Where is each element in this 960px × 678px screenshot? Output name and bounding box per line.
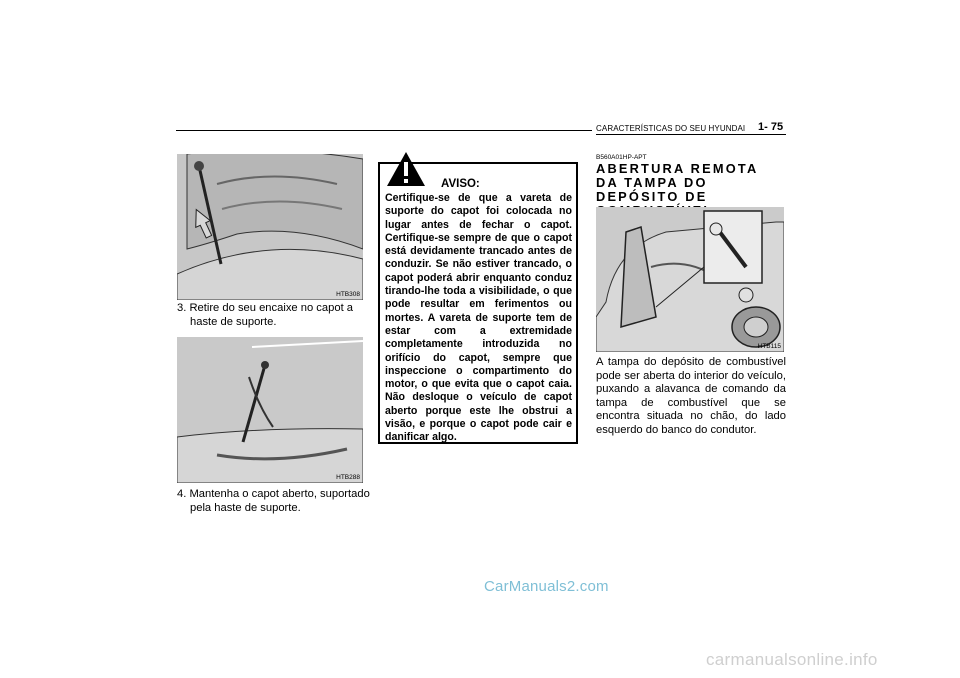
fuel-door-illustration xyxy=(596,207,784,352)
hood-support-illustration xyxy=(177,154,363,300)
warning-triangle-icon xyxy=(386,151,426,187)
header-section-text: CARACTERÍSTICAS DO SEU HYUNDAI xyxy=(596,124,746,133)
figure-hood-held-open xyxy=(177,337,363,483)
step-3-text: 3. Retire do seu encaixe no capot a haste de suporte. xyxy=(177,302,354,328)
warning-box xyxy=(378,162,578,444)
step-4-text: 4. Mantenha o capot aberto, suportado pela haste de suporte. xyxy=(177,488,370,514)
figure-hood-support-rod-removal xyxy=(177,154,363,300)
figure1-code: HTB308 xyxy=(336,291,360,298)
watermark-primary: CarManuals2.com xyxy=(484,578,609,595)
warning-text: Certifique-se de que a vareta de suporte do capot foi colocada no lugar antes de fechar o capot. Certifique-se sempre de que o capot está devidamente trancado antes de conduzir. Se não estiver trancado, o capot poderá abrir enquanto conduz tirando-lhe toda a visibilidade, o que pode resultar em ferimentos ou mortes. A vareta de suporte tem de estar com a extremidade completamente introduzida no orifício do capot, sempre que inspeccione o compartimento do motor, o que evita que o capot caia. Não desloque o veículo de capot aberto porque este lhe obstrui a visão, e porque o capot pode cair e danificar algo. xyxy=(385,192,572,444)
section-code: B560A01HP-APT xyxy=(596,154,647,161)
figure2-code: HTB288 xyxy=(336,474,360,481)
page-number: 1- 75 xyxy=(758,121,784,133)
figure3-code: HTB115 xyxy=(757,343,781,350)
watermark-secondary: carmanualsonline.info xyxy=(706,650,878,669)
header-rule-right xyxy=(596,134,786,135)
figure-fuel-door-release xyxy=(596,207,784,352)
fuel-door-paragraph: A tampa do depósito de combustível pode ser aberta do interior do veículo, puxando a alavanca de comando da tampa de combustível que se encontra situada no chão, do lado esquerdo do banco do condutor. xyxy=(596,356,786,436)
header-rule-left xyxy=(176,130,592,131)
section-title: ABERTURA REMOTA DA TAMPA DO DEPÓSITO DE xyxy=(596,161,758,204)
hood-open-illustration xyxy=(177,337,363,483)
warning-title: AVISO: xyxy=(441,178,480,190)
